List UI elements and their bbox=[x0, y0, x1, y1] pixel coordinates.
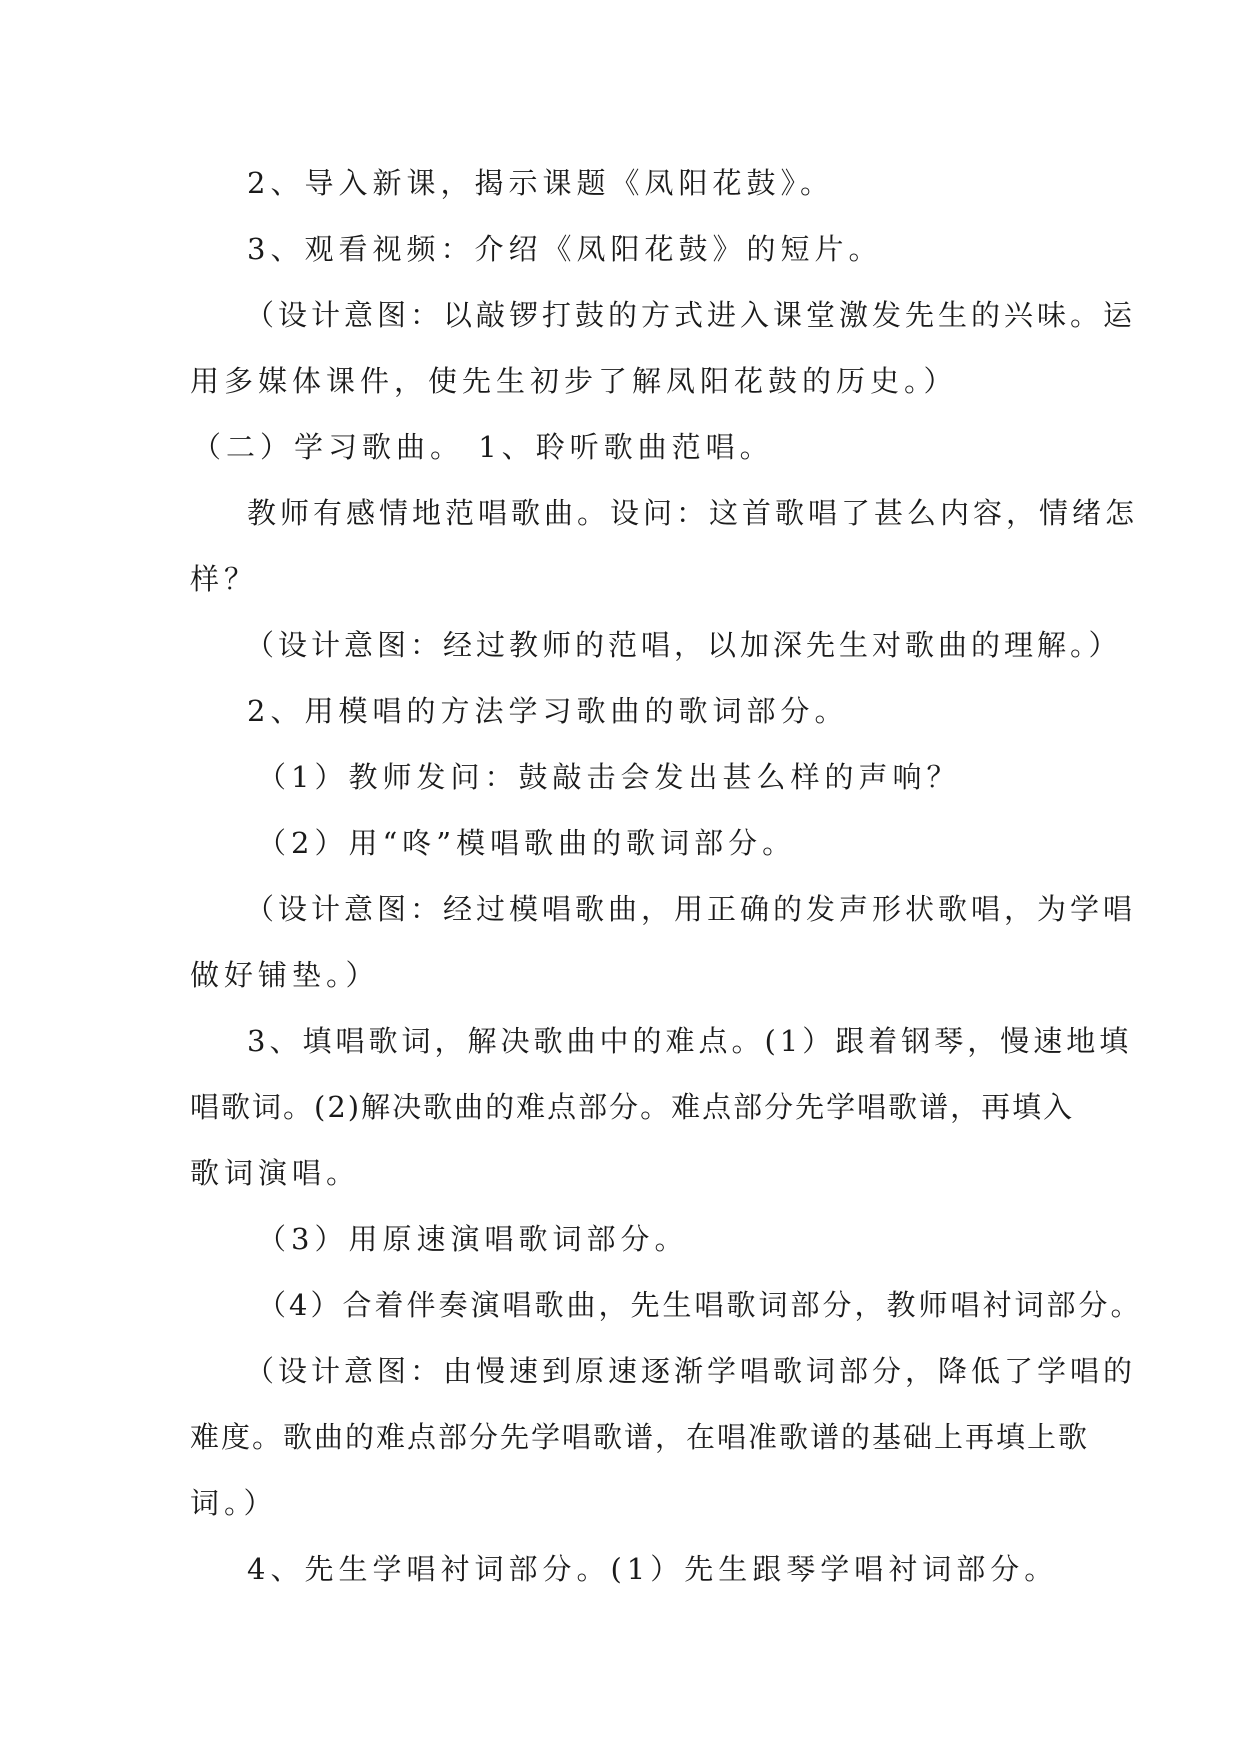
paragraph-line: 样？ bbox=[190, 562, 259, 596]
paragraph-line: （设计意图：由慢速到原速逐渐学唱歌词部分，降低了学唱的 bbox=[245, 1354, 1137, 1388]
paragraph-line: 教师有感情地范唱歌曲。设问：这首歌唱了甚么内容，情绪怎 bbox=[247, 496, 1139, 530]
paragraph-line: （设计意图：经过模唱歌曲，用正确的发声形状歌唱，为学唱 bbox=[245, 892, 1137, 926]
paragraph-line: （2）用“咚”模唱歌曲的歌词部分。 bbox=[257, 826, 797, 860]
paragraph-line: 词。） bbox=[190, 1486, 278, 1520]
paragraph-line: 难度。歌曲的难点部分先学唱歌谱，在唱准歌谱的基础上再填上歌 bbox=[190, 1420, 1090, 1454]
paragraph-line: （设计意图：经过教师的范唱，以加深先生对歌曲的理解。） bbox=[245, 628, 1122, 662]
paragraph-line: 唱歌词。(2)解决歌曲的难点部分。难点部分先学唱歌谱，再填入 bbox=[190, 1090, 1075, 1124]
paragraph-line: 3、观看视频：介绍《凤阳花鼓》的短片。 bbox=[247, 232, 883, 266]
paragraph-line: （3）用原速演唱歌词部分。 bbox=[257, 1222, 689, 1256]
paragraph-line: （4）合着伴奏演唱歌曲，先生唱歌词部分，教师唱衬词部分。 bbox=[257, 1288, 1143, 1322]
paragraph-line: 2、导入新课，揭示课题《凤阳花鼓》。 bbox=[247, 166, 834, 200]
paragraph-line: （二）学习歌曲。 1、聆听歌曲范唱。 bbox=[192, 430, 774, 464]
paragraph-line: 用多媒体课件，使先生初步了解凤阳花鼓的历史。） bbox=[190, 364, 958, 398]
paragraph-line: 做好铺垫。） bbox=[190, 958, 380, 992]
paragraph-line: 3、填唱歌词，解决歌曲中的难点。(1）跟着钢琴，慢速地填 bbox=[247, 1024, 1133, 1058]
paragraph-line: （设计意图：以敲锣打鼓的方式进入课堂激发先生的兴味。运 bbox=[245, 298, 1137, 332]
paragraph-line: 歌词演唱。 bbox=[190, 1156, 361, 1190]
paragraph-line: （1）教师发问：鼓敲击会发出甚么样的声响？ bbox=[257, 760, 961, 794]
paragraph-line: 2、用模唱的方法学习歌曲的歌词部分。 bbox=[247, 694, 849, 728]
paragraph-line: 4、先生学唱衬词部分。(1）先生跟琴学唱衬词部分。 bbox=[247, 1552, 1059, 1586]
